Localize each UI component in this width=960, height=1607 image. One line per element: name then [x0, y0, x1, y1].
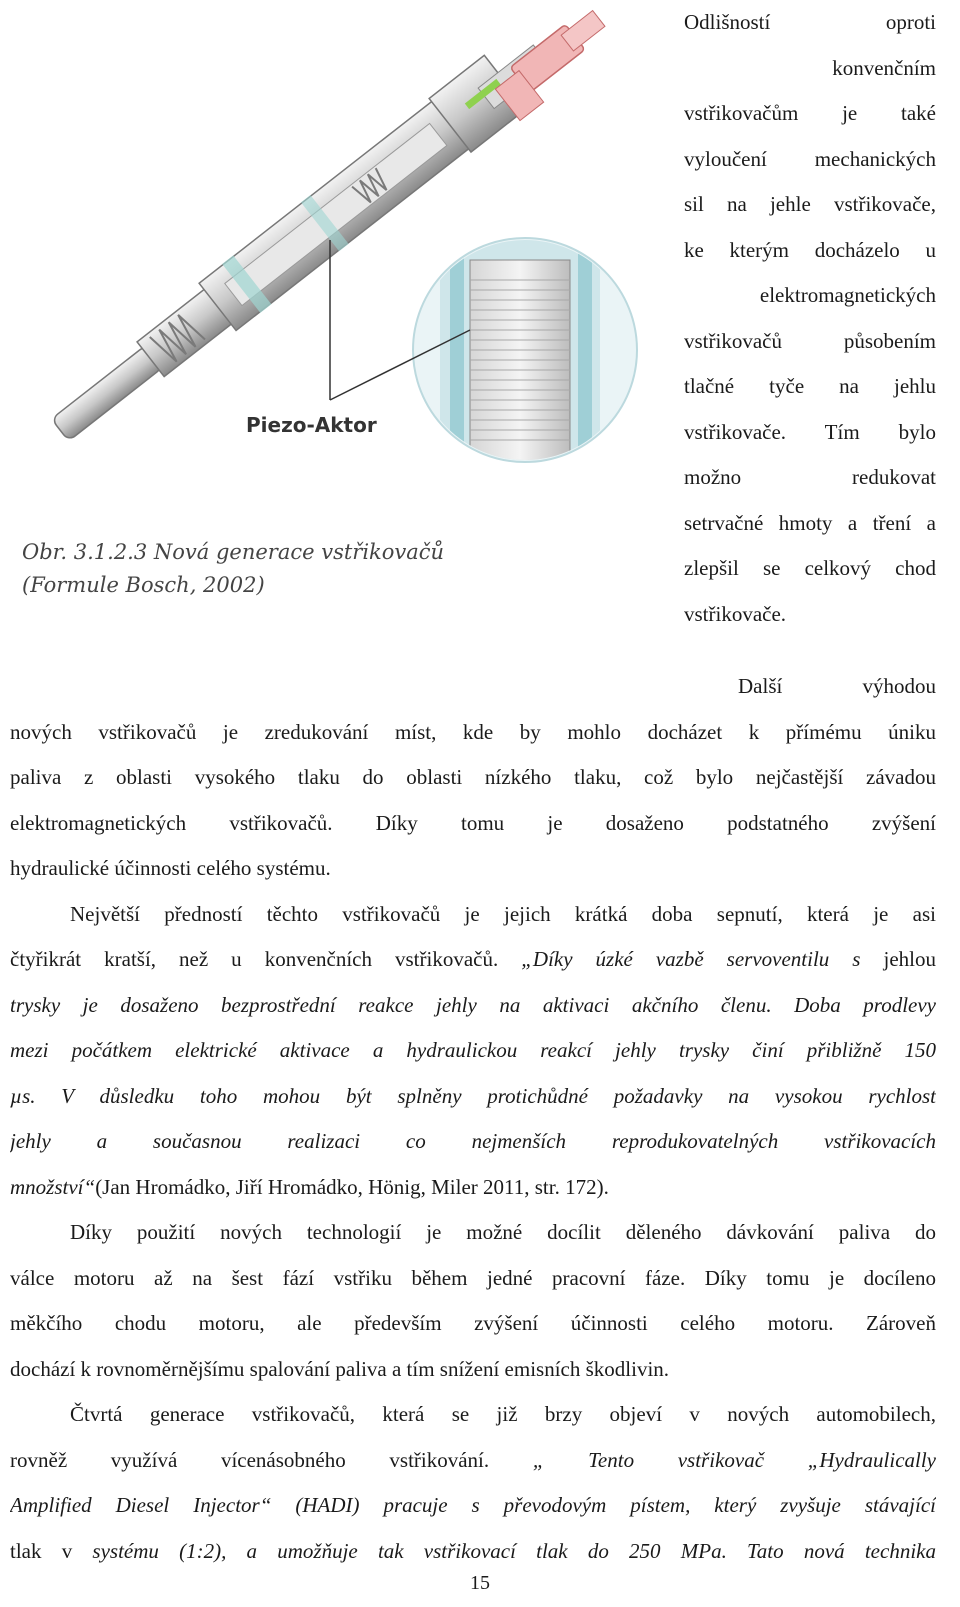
text-line: vstřikovače. Tím bylo [684, 419, 936, 444]
text-line: nových vstřikovačů je zredukování míst, kde by mohlo docházet k přímému úniku [10, 719, 936, 744]
text-line: zlepšil se celkový chod [684, 556, 936, 580]
text-line [10, 1074, 936, 1120]
text-line: sil na jehle vstřikovače, [684, 192, 936, 216]
quote-span: „ Tento vstřikovač „Hydraulically [532, 1447, 936, 1472]
text-line: Odlišností oproti [684, 10, 936, 34]
side-column-text [684, 0, 936, 637]
text-line: elektromagnetických [759, 283, 936, 307]
text-line [10, 1028, 936, 1074]
quote-span: trysky je dosaženo bezprostřední reakce jehly na aktivaci akčního členu. Doba prodlevy [10, 992, 936, 1017]
text-line: vyloučení mechanických [684, 146, 936, 171]
text-line: Čtvrtá generace vstřikovačů, která se již brzy objeví v nových automobilech, [70, 1402, 936, 1426]
text-span: jehlou [860, 947, 936, 971]
text-line: válce motoru až na šest fází vstřiku během jedné pracovní fáze. Díky tomu je docíleno [10, 1265, 936, 1290]
text-line [10, 1165, 936, 1211]
quote-span: „Díky úzké vazbě servoventilu s [521, 947, 861, 971]
quote-span: mezi počátkem elektrické aktivace a hydraulickou reakcí jehly trysky činí přibližně 150 [10, 1038, 936, 1062]
text-line: vstřikovačům je také [684, 101, 936, 125]
text-line: paliva z oblasti vysokého tlaku do oblasti nízkého tlaku, což bylo nejčastější závadou [10, 765, 936, 789]
piezo-aktor-label: Piezo-Aktor [246, 413, 377, 437]
quote-span: množství“ [10, 1174, 96, 1199]
text-span: rovněž využívá vícenásobného vstřikování. [10, 1447, 533, 1472]
text-line: ke kterým docházelo u [684, 237, 936, 262]
text-line [10, 1119, 936, 1165]
figure-caption [22, 536, 444, 602]
quote-span: Amplified Diesel Injector“ (HADI) pracuje s převodovým pístem, který zvyšuje stávající [10, 1493, 936, 1517]
text-line: vstřikovače. [684, 601, 787, 626]
body-text [10, 664, 936, 1574]
caption-line-1: Obr. 3.1.2.3 Nová generace vstřikovačů [22, 540, 445, 564]
text-line [10, 937, 936, 983]
piezo-stack-zoom [413, 230, 637, 500]
text-line: setrvačné hmoty a tření a [684, 510, 936, 535]
text-line: Největší předností těchto vstřikovačů je jejich krátká doba sepnutí, která je asi [70, 901, 936, 926]
quote-span: systému (1:2), a umožňuje tak vstřikovací tlak do 250 MPa. Tato nová technika [92, 1538, 936, 1563]
text-line [10, 983, 936, 1029]
text-line: Díky použití nových technologií je možné docílit děleného dávkování paliva do [70, 1220, 936, 1244]
text-line: konvenčním [832, 55, 936, 80]
quote-span: jehly a současnou realizaci co nejmenších reprodukovatelných vstřikovacích [10, 1129, 936, 1153]
caption-line-2: (Formule Bosch, 2002) [22, 573, 265, 597]
text-span: tlak v [10, 1538, 93, 1563]
text-line: elektromagnetických vstřikovačů. Díky tomu je dosaženo podstatného zvýšení [10, 810, 936, 835]
text-line: Další výhodou [738, 674, 936, 698]
text-line: hydraulické účinnosti celého systému. [10, 856, 331, 880]
text-line: tlačné tyče na jehlu [684, 374, 936, 398]
text-line [10, 1529, 936, 1575]
text-line: vstřikovačů působením [684, 328, 936, 353]
text-span: čtyřikrát kratší, než u konvenčních vstřikovačů. [10, 947, 522, 971]
injector-figure [0, 0, 660, 640]
text-line: možno redukovat [684, 465, 936, 489]
quote-span: µs. V důsledku toho mohou být splněny protichůdné požadavky na vysokou rychlost [10, 1083, 936, 1108]
text-line [10, 1483, 936, 1529]
citation-span: (Jan Hromádko, Jiří Hromádko, Hönig, Miler 2011, str. 172). [95, 1174, 609, 1199]
page-number: 15 [470, 1572, 490, 1594]
text-line [10, 1438, 936, 1484]
text-line: měkčího chodu motoru, ale především zvýšení účinnosti celého motoru. Zároveň [10, 1311, 936, 1335]
text-line: dochází k rovnoměrnějšímu spalování paliva a tím snížení emisních škodlivin. [10, 1356, 670, 1381]
